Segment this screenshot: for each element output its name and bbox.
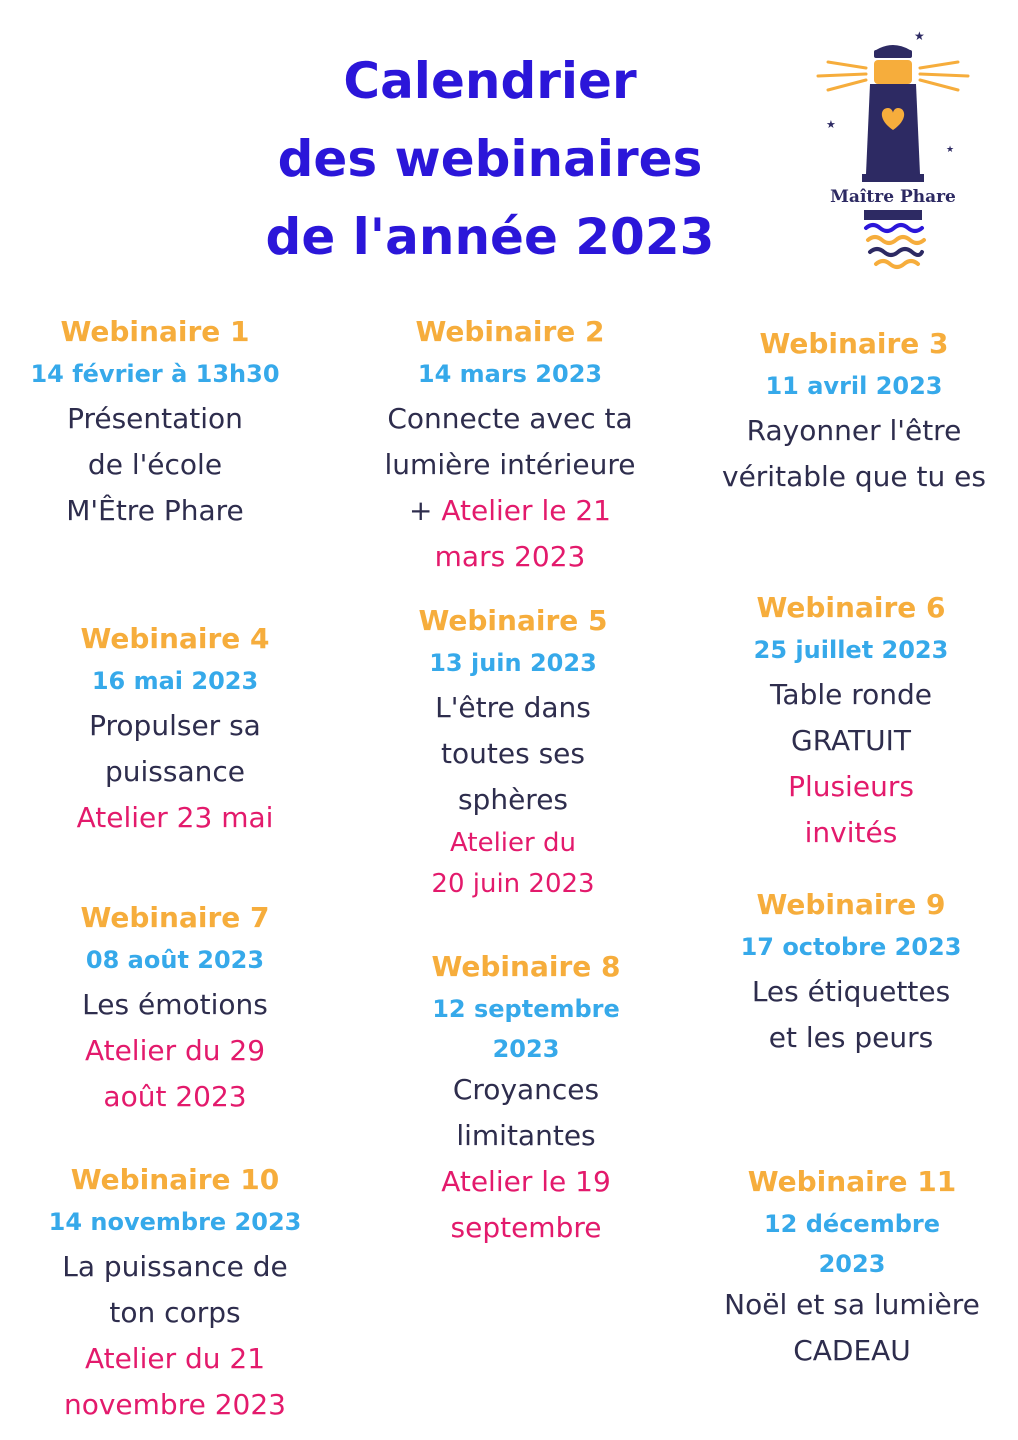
webinar-text-line: Les étiquettes xyxy=(751,975,951,1008)
lighthouse-logo-icon xyxy=(808,24,978,274)
webinar-text-line: Propulser sa xyxy=(89,709,261,742)
webinar-card-3 xyxy=(700,324,1008,500)
webinar-atelier: septembre xyxy=(450,1211,602,1244)
maitre-phare-logo xyxy=(808,24,978,274)
webinar-atelier: mars 2023 xyxy=(434,540,586,573)
webinar-text-line: L'être dans xyxy=(435,691,591,724)
webinar-heading: Webinaire 7 xyxy=(80,901,270,934)
webinar-text-line: Les émotions xyxy=(82,988,268,1021)
webinar-date: 17 octobre 2023 xyxy=(740,933,962,961)
title-line-1: Calendrier xyxy=(343,52,637,110)
webinar-text-line: Présentation xyxy=(67,402,243,435)
webinar-atelier: Atelier le 19 xyxy=(441,1165,611,1198)
webinar-atelier: Atelier du 29 xyxy=(84,1034,266,1067)
webinar-text-line: de l'école xyxy=(87,448,223,481)
webinar-card-9 xyxy=(706,885,996,1061)
webinar-card-10 xyxy=(20,1160,330,1428)
webinar-heading: Webinaire 6 xyxy=(756,591,946,624)
webinar-text-line: limitantes xyxy=(456,1119,596,1152)
webinar-card-1 xyxy=(10,312,300,534)
webinar-text-line: sphères xyxy=(457,783,569,816)
webinar-text-line: ton corps xyxy=(109,1296,241,1329)
star-icon: ★ xyxy=(946,145,955,155)
webinar-text-line: GRATUIT xyxy=(791,724,911,757)
webinar-text-line: et les peurs xyxy=(768,1021,934,1054)
webinar-date: 2023 xyxy=(492,1035,560,1063)
webinar-card-8 xyxy=(381,947,671,1251)
logo-text: Maître Phare xyxy=(830,187,956,207)
webinar-text-line xyxy=(355,488,665,534)
webinar-date: 12 septembre xyxy=(432,995,620,1023)
webinar-heading: Webinaire 10 xyxy=(70,1163,280,1196)
webinar-card-5 xyxy=(368,601,658,905)
webinar-text-line: Connecte avec ta xyxy=(387,402,633,435)
webinar-card-2 xyxy=(355,312,665,580)
webinar-date: 13 juin 2023 xyxy=(429,649,597,677)
webinar-text-line: véritable que tu es xyxy=(722,460,986,493)
webinar-atelier: invités xyxy=(804,816,898,849)
webinar-atelier: Plusieurs xyxy=(788,770,914,803)
webinar-atelier: Atelier le 21 xyxy=(441,494,611,527)
webinar-heading: Webinaire 2 xyxy=(415,315,605,348)
page-title xyxy=(240,42,740,276)
webinar-card-11 xyxy=(702,1162,1002,1374)
webinar-text-line: toutes ses xyxy=(441,737,585,770)
webinar-text-line: lumière intérieure xyxy=(384,448,636,481)
webinar-text-line: La puissance de xyxy=(62,1250,288,1283)
webinar-card-7 xyxy=(30,898,320,1120)
webinar-date: 12 décembre xyxy=(763,1210,940,1238)
webinar-date: 08 août 2023 xyxy=(85,946,265,974)
webinar-date: 11 avril 2023 xyxy=(765,372,943,400)
webinar-card-4 xyxy=(30,619,320,841)
star-icon: ★ xyxy=(914,29,925,43)
webinar-heading: Webinaire 3 xyxy=(759,327,949,360)
webinar-date: 16 mai 2023 xyxy=(91,667,259,695)
webinar-atelier: Atelier du 21 xyxy=(84,1342,266,1375)
webinar-atelier: août 2023 xyxy=(103,1080,247,1113)
webinar-date: 14 novembre 2023 xyxy=(48,1208,302,1236)
webinar-heading: Webinaire 5 xyxy=(418,604,608,637)
webinar-text-line: Rayonner l'être xyxy=(746,414,962,447)
title-line-3: de l'année 2023 xyxy=(265,208,715,266)
webinar-heading: Webinaire 1 xyxy=(60,315,250,348)
webinar-heading: Webinaire 4 xyxy=(80,622,270,655)
plus-sign: + xyxy=(409,494,442,527)
webinar-date: 25 juillet 2023 xyxy=(753,636,949,664)
star-icon: ★ xyxy=(826,118,836,131)
webinar-text-line: CADEAU xyxy=(793,1334,911,1367)
webinar-card-6 xyxy=(706,588,996,856)
webinar-date: 2023 xyxy=(818,1250,886,1278)
webinar-heading: Webinaire 9 xyxy=(756,888,946,921)
webinar-atelier: novembre 2023 xyxy=(63,1388,286,1421)
webinar-text-line: Table ronde xyxy=(769,678,933,711)
webinar-atelier: 20 juin 2023 xyxy=(431,869,595,899)
webinar-heading: Webinaire 11 xyxy=(747,1165,957,1198)
webinar-atelier: Atelier du xyxy=(450,828,576,858)
webinar-text-line: Croyances xyxy=(452,1073,600,1106)
webinar-date: 14 février à 13h30 xyxy=(30,360,280,388)
webinar-text-line: M'Être Phare xyxy=(66,494,244,527)
webinar-heading: Webinaire 8 xyxy=(431,950,621,983)
webinar-date: 14 mars 2023 xyxy=(417,360,603,388)
webinar-text-line: puissance xyxy=(105,755,245,788)
webinar-atelier: Atelier 23 mai xyxy=(76,801,274,834)
webinar-text-line: Noël et sa lumière xyxy=(724,1288,980,1321)
title-line-2: des webinaires xyxy=(277,130,703,188)
